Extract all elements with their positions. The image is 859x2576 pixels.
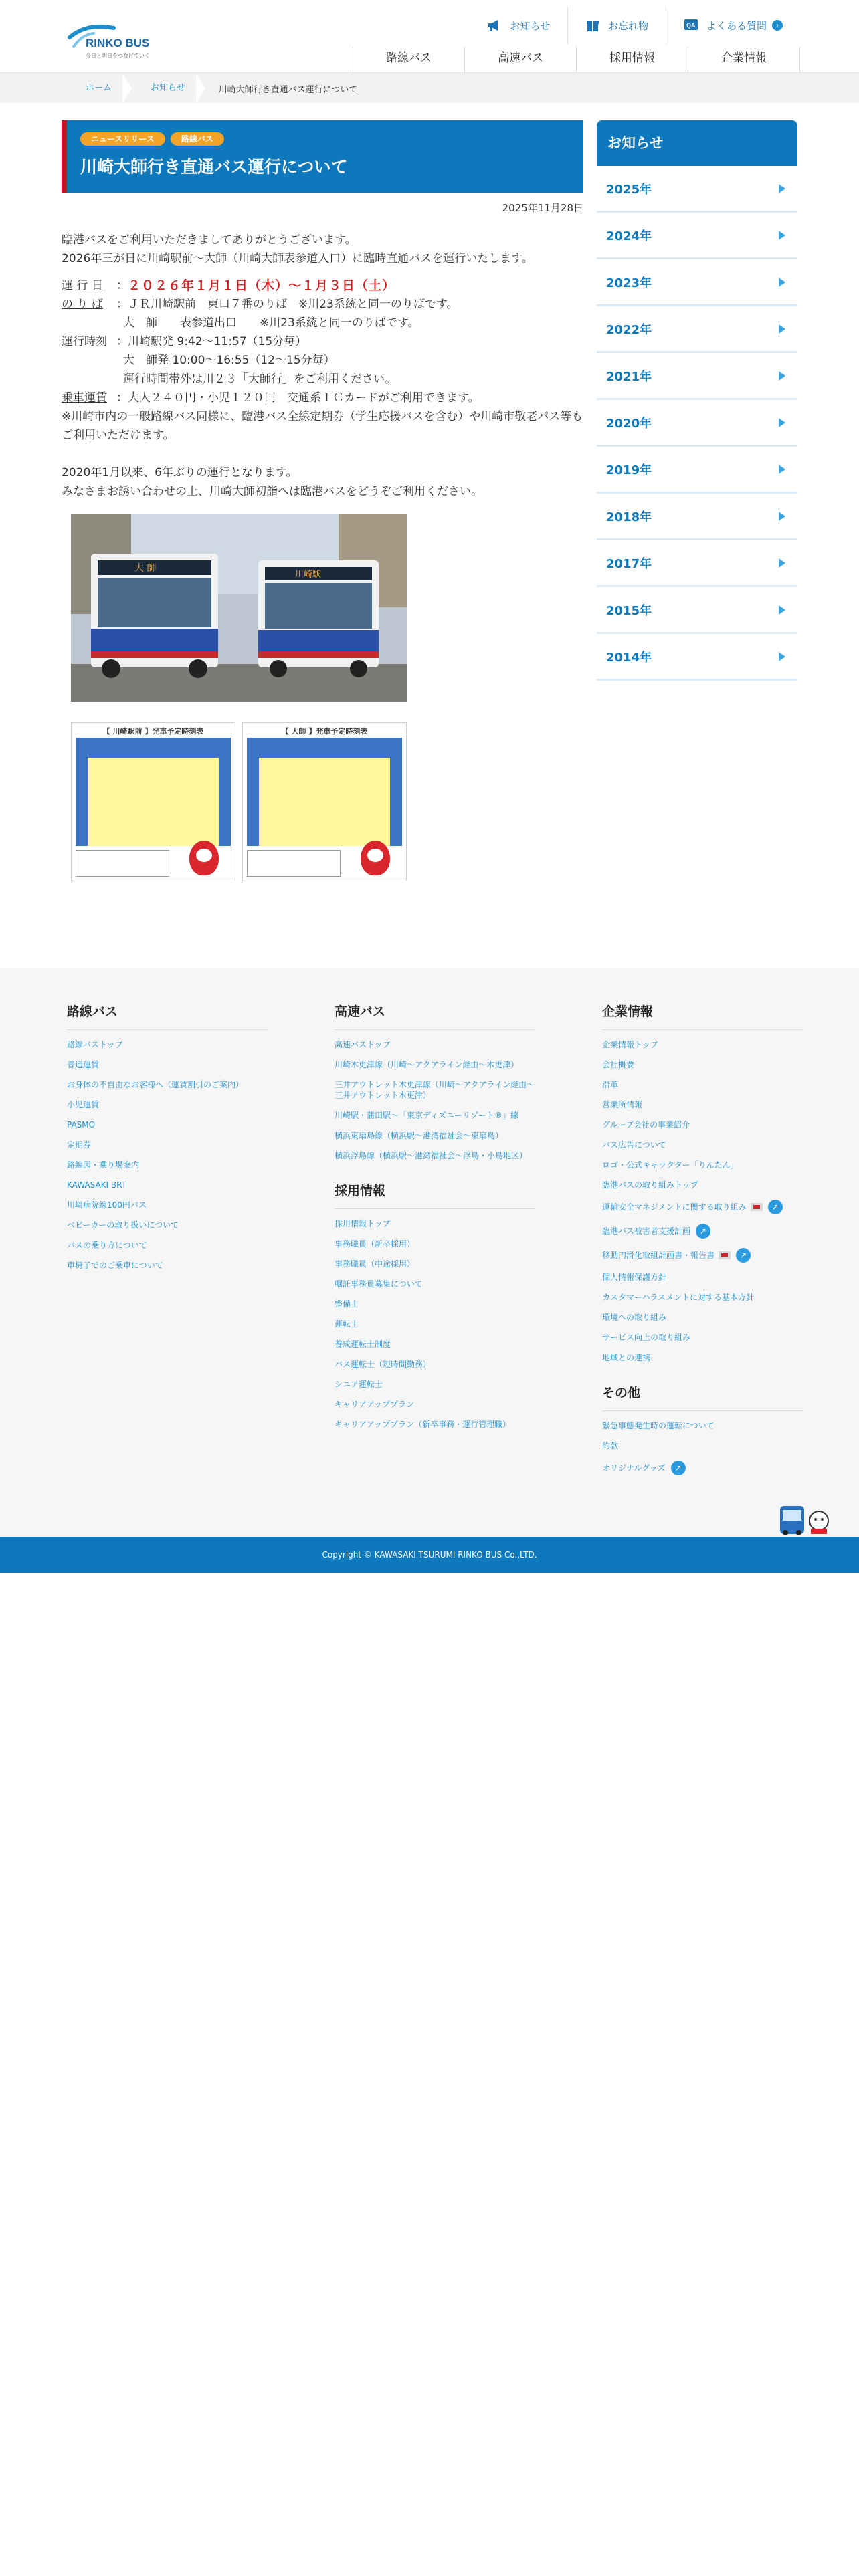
footer-link[interactable] — [602, 1039, 803, 1050]
sidebar-year-item[interactable] — [597, 634, 797, 681]
footer-link[interactable] — [67, 1079, 268, 1090]
external-link-icon: ↗ — [736, 1248, 751, 1263]
qa-icon — [684, 18, 698, 33]
footer-link-label: 採用情報トップ — [335, 1219, 391, 1228]
closing-line-2: みなさまお誘い合わせの上、川崎大師初詣へは臨港バスをどうぞご利用ください。 — [62, 485, 482, 498]
arrow-right-icon — [779, 605, 785, 615]
footer-link-label: バス運転士（短時間勤務） — [335, 1360, 432, 1369]
footer-link-label: 川崎病院線100円バス — [67, 1200, 147, 1210]
sidebar-year-item[interactable] — [597, 587, 797, 634]
sidebar-year-item[interactable] — [597, 447, 797, 494]
nav-highway-bus[interactable]: 高速バス — [464, 47, 577, 72]
daruma-icon — [361, 841, 390, 875]
footer-link-label: バスの乗り方について — [67, 1241, 147, 1250]
external-link-icon: ↗ — [696, 1224, 710, 1239]
footer-link-label: キャリアアッププラン — [335, 1400, 415, 1409]
footer-link[interactable] — [335, 1218, 535, 1229]
footer-link-label: 臨港バス被害者支援計画 — [602, 1226, 691, 1236]
footer-link[interactable] — [602, 1312, 803, 1323]
timetable-daishi-title: 【 大師 】発車予定時刻表 — [281, 727, 368, 736]
sidebar-year-label: 2022年 — [606, 322, 652, 337]
footer-link[interactable] — [67, 1220, 268, 1230]
fare-value: 大人２４０円・小児１２０円 交通系ＩＣカードがご利用できます。 — [128, 391, 480, 405]
footer-link[interactable] — [602, 1119, 803, 1130]
article-title-box — [62, 120, 583, 193]
footer-link-label: 営業所情報 — [602, 1100, 643, 1109]
utility-news-link[interactable] — [470, 7, 567, 44]
sidebar-year-item[interactable] — [597, 400, 797, 447]
footer-link[interactable] — [335, 1239, 535, 1249]
breadcrumb — [0, 72, 859, 103]
pdf-icon — [719, 1251, 731, 1259]
footer-link[interactable] — [335, 1399, 535, 1410]
sidebar-year-label: 2024年 — [606, 229, 652, 243]
footer-link-label: 養成運転士制度 — [335, 1339, 391, 1349]
footer-link-label: 車椅子でのご乗車について — [67, 1261, 163, 1270]
timetable-kawasaki-title: 【 川崎駅前 】発車予定時刻表 — [102, 727, 204, 736]
arrow-right-icon — [779, 558, 785, 568]
footer-link[interactable] — [602, 1099, 803, 1110]
bus-sign-right: 川崎駅 — [295, 570, 322, 580]
period-value: ２０２６年１月１日（木）〜１月３日（土） — [128, 278, 396, 293]
sidebar-year-label: 2023年 — [606, 276, 652, 290]
footer-link[interactable] — [335, 1039, 535, 1050]
footer-link-label: 三井アウトレット木更津線（川崎〜アクアライン経由〜三井アウトレット木更津） — [335, 1080, 535, 1100]
footer-links-route-bus — [67, 1039, 268, 1271]
arrow-right-icon — [779, 278, 785, 287]
footer-link[interactable] — [335, 1319, 535, 1329]
footer-link[interactable] — [602, 1420, 803, 1431]
footer-link-label: 川崎駅・蒲田駅〜「東京ディズニーリゾート®」線 — [335, 1111, 519, 1120]
footer-link-label: 整備士 — [335, 1299, 359, 1309]
sidebar-year-item[interactable] — [597, 306, 797, 353]
timetable-daishi — [242, 722, 407, 881]
bus-photo — [71, 514, 407, 702]
nav-company[interactable]: 企業情報 — [688, 47, 800, 72]
footer-link[interactable] — [602, 1059, 803, 1070]
copyright: Copyright © KAWASAKI TSURUMI RINKO BUS Co.,LTD. — [0, 1537, 859, 1573]
footer-link-label: 横浜浮島線（横浜駅〜港湾福祉会〜浮島・小島地区） — [335, 1151, 528, 1160]
footer-link[interactable] — [335, 1379, 535, 1390]
nav-recruit[interactable]: 採用情報 — [576, 47, 688, 72]
footer-heading-highway-bus: 高速バス — [335, 1002, 535, 1030]
sidebar-heading: お知らせ — [597, 120, 797, 166]
footer-link-label: 環境への取り組み — [602, 1313, 667, 1322]
article — [62, 120, 583, 736]
site-header — [0, 0, 859, 72]
daruma-icon — [189, 841, 219, 875]
footer-link[interactable] — [602, 1160, 803, 1170]
footer-link-label: キャリアアッププラン（新卒事務・運行管理職） — [335, 1420, 511, 1429]
timetable-kawasaki — [71, 722, 235, 881]
year-list — [597, 166, 797, 681]
utility-news-label: お知らせ — [510, 19, 550, 32]
footer-link-label: 運転士 — [335, 1319, 359, 1329]
sidebar-year-label: 2019年 — [606, 463, 652, 477]
footer-link[interactable] — [67, 1039, 268, 1050]
footer-link[interactable] — [335, 1339, 535, 1350]
footer-link[interactable] — [602, 1248, 803, 1263]
time-value-1: 川崎駅発 9:42〜11:57（15分毎） — [128, 335, 307, 348]
breadcrumb-separator — [196, 73, 205, 104]
sidebar-year-label: 2017年 — [606, 556, 652, 571]
footer-col-route-bus — [67, 1002, 268, 1280]
bus-right — [258, 560, 379, 677]
external-link-icon: ↗ — [768, 1200, 783, 1214]
utility-nav — [470, 7, 800, 44]
rinko-bus-logo[interactable] — [67, 20, 167, 64]
footer-link[interactable] — [602, 1079, 803, 1090]
sidebar-year-label: 2020年 — [606, 416, 652, 431]
footer-links-other — [602, 1420, 803, 1475]
svg-text:QA: QA — [686, 22, 696, 29]
tag-route-bus[interactable]: 路線バス — [171, 132, 224, 146]
footer-heading-recruit: 採用情報 — [335, 1181, 535, 1209]
article-body: 臨港バスをご利用いただきましてありがとうございます。 2026年三が日に川崎駅前〜大師（川崎大師表参道入口）に臨時直通バスを運行いたします。 運 行 日 ： ２０２６年１月１日（木）〜１月３日（土） の り ば ： ＪＲ川崎駅前 東口７番のりば ※川23系統と同一のりばです。 大 師 表参道出口 ※川23系統と同一のりばです。 運行時刻 ： 川崎駅発 9:42〜11:57（15分毎） 大 師発 10:00〜16:55（12〜15分毎） 運行時間帯外は川２３「大師行」をご利用ください。 乗車運賃 ： 大人２４０円・小児１２０円 交通系ＩＣカードがご利用できます。 ※川崎市内の一般路線バス同様に、臨港バス全線定期券（学生応援バスを含む）や川崎市敬老パス等もご利用いただけます。 2020年1月以来、6年ぶりの運行となります。 みなさまお誘い合わせの上、川崎大師初詣へは臨港バスをどうぞご利用ください。 — [62, 231, 583, 501]
footer-col-highway-bus — [335, 1002, 535, 1439]
footer-link[interactable] — [335, 1359, 535, 1370]
footer-link-label: 緊急事態発生時の運転について — [602, 1421, 714, 1430]
footer-link[interactable] — [602, 1332, 803, 1343]
utility-faq-label: よくある質問 — [706, 19, 767, 32]
footer-link[interactable] — [67, 1119, 268, 1130]
footer-link[interactable] — [67, 1200, 268, 1210]
footer-link-label: 嘱託事務員募集について — [335, 1279, 423, 1289]
footer-links-company — [602, 1039, 803, 1363]
sidebar-year-label: 2015年 — [606, 603, 652, 618]
footer-link[interactable] — [67, 1260, 268, 1271]
arrow-right-icon — [779, 371, 785, 381]
footer-link-label: 定期券 — [67, 1140, 92, 1150]
sidebar-year-label: 2021年 — [606, 369, 652, 384]
footer-links-recruit — [335, 1218, 535, 1430]
footer-link[interactable] — [335, 1059, 535, 1070]
footer-link-label: 会社概要 — [602, 1060, 635, 1069]
footer-link-label: ベビーカーの取り扱いについて — [67, 1220, 179, 1230]
footer-link[interactable] — [335, 1419, 535, 1430]
sidebar-year-item[interactable] — [597, 494, 797, 540]
sidebar-year-label: 2025年 — [606, 182, 652, 197]
arrow-right-icon — [779, 231, 785, 240]
footer-link-label: 運輸安全マネジメントに関する取り組み — [602, 1202, 747, 1212]
breadcrumb-separator — [122, 73, 132, 104]
external-link-icon: ↗ — [671, 1461, 686, 1475]
intro-line-2: 2026年三が日に川崎駅前〜大師（川崎大師表参道入口）に臨時直通バスを運行いたします。 — [62, 252, 533, 265]
breadcrumb-current: 川崎大師行き直通バス運行について — [218, 84, 358, 95]
footer-link[interactable] — [602, 1272, 803, 1283]
footer-link-label: 普通運賃 — [67, 1060, 100, 1069]
footer-link[interactable] — [67, 1160, 268, 1170]
footer-link-label: 川崎木更津線（川崎〜アクアライン経由〜木更津） — [335, 1060, 519, 1069]
utility-lost-items-link[interactable] — [567, 7, 666, 44]
footer-link-label: 横浜東扇島線（横浜駅〜港湾福祉会〜東扇島） — [335, 1131, 504, 1140]
footer-link-label: 移動円滑化取組計画書・報告書 — [602, 1251, 715, 1260]
tag-news-release[interactable]: ニュースリリース — [80, 132, 165, 146]
time-value-3: 運行時間帯外は川２３「大師行」をご利用ください。 — [123, 372, 396, 386]
footer-link-label: 事務職員（新卒採用） — [335, 1239, 415, 1249]
sidebar-year-item[interactable] — [597, 259, 797, 306]
footer-link[interactable] — [602, 1224, 803, 1239]
footer-link-label: グループ会社の事業紹介 — [602, 1120, 690, 1130]
footer-link[interactable] — [67, 1099, 268, 1110]
footer-link[interactable] — [67, 1180, 268, 1190]
arrow-right-icon — [779, 512, 785, 521]
intro-line-1: 臨港バスをご利用いただきましてありがとうございます。 — [62, 233, 357, 247]
arrow-right-icon — [779, 652, 785, 661]
sidebar-year-item[interactable] — [597, 166, 797, 213]
footer-link[interactable] — [602, 1200, 803, 1214]
bus-left — [91, 554, 218, 678]
footer-link[interactable] — [335, 1299, 535, 1309]
footer-link-label: 沿革 — [602, 1080, 619, 1089]
footer-link-label: PASMO — [67, 1120, 96, 1130]
footer-link[interactable] — [602, 1461, 803, 1475]
chevron-right-icon: › — [772, 20, 783, 31]
arrow-right-icon — [779, 418, 785, 427]
nav-route-bus[interactable]: 路線バス — [353, 47, 465, 72]
footer-link-label: 小児運賃 — [67, 1100, 100, 1109]
footer-heading-other: その他 — [602, 1383, 803, 1411]
footer-link[interactable] — [602, 1352, 803, 1363]
footer-link-label: 路線図・乗り場案内 — [67, 1160, 140, 1170]
stop-value-2: 大 師 表参道出口 ※川23系統と同一のりばです。 — [123, 316, 419, 330]
footer-link[interactable] — [67, 1140, 268, 1150]
footer-link-label: オリジナルグッズ — [602, 1463, 666, 1473]
sidebar-year-item[interactable] — [597, 353, 797, 400]
article-tags — [80, 132, 229, 146]
closing-line-1: 2020年1月以来、6年ぶりの運行となります。 — [62, 466, 298, 479]
mascot-bus-icon — [779, 1503, 832, 1537]
footer-link-label: シニア運転士 — [335, 1380, 383, 1389]
footer-link-label: 路線バストップ — [67, 1040, 123, 1049]
footer-link-label: 約款 — [602, 1441, 619, 1451]
footer-link[interactable] — [602, 1440, 803, 1451]
footer-link-label: 事務職員（中途採用） — [335, 1259, 415, 1269]
footer-link-label: 地域との連携 — [602, 1353, 651, 1362]
site-footer — [0, 968, 859, 1537]
arrow-right-icon — [779, 465, 785, 474]
time-label: 運行時刻 — [62, 335, 107, 348]
timetable-images — [71, 722, 407, 881]
footer-link-label: KAWASAKI BRT — [67, 1180, 126, 1190]
stop-value-1: ＪＲ川崎駅前 東口７番のりば ※川23系統と同一のりばです。 — [128, 298, 458, 311]
footer-link[interactable] — [602, 1180, 803, 1190]
utility-faq-link[interactable] — [666, 7, 800, 44]
page-title: 川崎大師行き直通バス運行について — [80, 157, 348, 177]
arrow-right-icon — [779, 184, 785, 193]
sidebar-year-item[interactable] — [597, 213, 797, 259]
footer-link[interactable] — [602, 1292, 803, 1303]
footer-col-company — [602, 1002, 803, 1485]
footer-link-label: 個人情報保護方針 — [602, 1273, 667, 1282]
footer-link[interactable] — [335, 1110, 535, 1121]
footer-link-label: 臨港バスの取り組みトップ — [602, 1180, 698, 1190]
sidebar-year-label: 2018年 — [606, 510, 652, 524]
footer-link-label: 高速バストップ — [335, 1040, 391, 1049]
footer-links-highway-bus — [335, 1039, 535, 1161]
footer-link-label: カスタマーハラスメントに対する基本方針 — [602, 1293, 755, 1302]
note-text: ※川崎市内の一般路線バス同様に、臨港バス全線定期券（学生応援バスを含む）や川崎市敬老パス等もご利用いただけます。 — [62, 410, 583, 442]
bus-sign-left: 大 師 — [134, 563, 157, 574]
footer-heading-route-bus: 路線バス — [67, 1002, 268, 1030]
footer-link-label: サービス向上の取り組み — [602, 1333, 691, 1342]
footer-link-label: バス広告について — [602, 1140, 666, 1150]
footer-link-label: お身体の不自由なお客様へ（運賃割引のご案内） — [67, 1080, 244, 1089]
footer-heading-company: 企業情報 — [602, 1002, 803, 1030]
fare-label: 乗車運賃 — [62, 391, 107, 405]
footer-link[interactable] — [67, 1240, 268, 1251]
arrow-right-icon — [779, 324, 785, 334]
time-value-2: 大 師発 10:00〜16:55（12〜15分毎） — [123, 354, 335, 367]
gift-icon — [585, 18, 600, 33]
footer-link[interactable] — [67, 1059, 268, 1070]
logo-text: RINKO BUS — [86, 37, 150, 49]
footer-link[interactable] — [335, 1259, 535, 1269]
news-archive-sidebar — [597, 120, 797, 681]
footer-link[interactable] — [602, 1140, 803, 1150]
utility-lost-items-label: お忘れ物 — [607, 19, 648, 32]
period-label: 運 行 日 — [62, 279, 103, 292]
logo-tagline: 今日と明日をつなげていく — [86, 53, 150, 59]
breadcrumb-home[interactable]: ホーム — [86, 83, 112, 93]
global-nav — [353, 47, 800, 72]
sidebar-year-item[interactable] — [597, 540, 797, 587]
breadcrumb-news[interactable]: お知らせ — [151, 83, 185, 93]
sidebar-year-label: 2014年 — [606, 650, 652, 665]
footer-link[interactable] — [335, 1130, 535, 1141]
footer-link-label: ロゴ・公式キャラクター「りんたん」 — [602, 1160, 739, 1170]
footer-link-label: 企業情報トップ — [602, 1040, 658, 1049]
footer-link[interactable] — [335, 1150, 535, 1161]
footer-link[interactable] — [335, 1079, 535, 1101]
megaphone-icon — [487, 18, 502, 33]
footer-link[interactable] — [335, 1279, 535, 1289]
article-date: 2025年11月28日 — [502, 202, 583, 214]
stop-label: の り ば — [62, 298, 103, 311]
pdf-icon — [751, 1203, 763, 1211]
